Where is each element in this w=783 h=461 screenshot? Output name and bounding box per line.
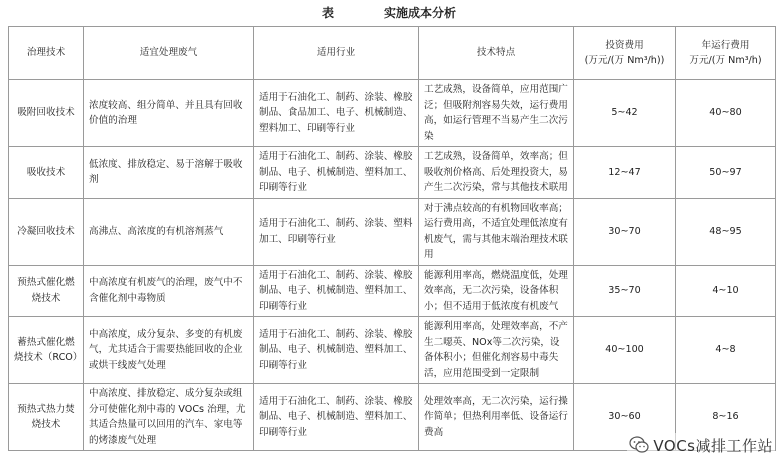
- cell-investment: 30~60: [574, 384, 676, 451]
- cell-gas: 中高浓度，成分复杂、多变的有机废气，尤其适合于需要热能回收的企业或烘干线废气处理: [84, 317, 254, 384]
- cell-investment: 5~42: [574, 80, 676, 147]
- header-industry: 适用行业: [254, 27, 419, 80]
- table-row: [9, 147, 776, 199]
- table-title-prefix: 表: [322, 6, 335, 20]
- cell-investment: 30~70: [574, 198, 676, 265]
- watermark-text: VOCs减排工作站: [653, 436, 773, 455]
- cell-annual-cost: 4~8: [676, 317, 776, 384]
- cell-tech: 吸收技术: [9, 147, 84, 199]
- header-annual-cost: 年运行费用 万元/(万 Nm³/h): [676, 27, 776, 80]
- cell-investment: 40~100: [574, 317, 676, 384]
- cell-investment: 35~70: [574, 265, 676, 317]
- wechat-icon: [629, 435, 649, 455]
- cell-industry: 适用于石油化工、制药、涂装、橡胶制品、电子、机械制造、塑料加工、印刷等行业: [254, 317, 419, 384]
- cell-tech: 预热式热力焚烧技术: [9, 384, 84, 451]
- cell-features: 对于沸点较高的有机物回收率高；运行费用高，不适宜处理低浓度有机废气，需与其他末端治理技术联用: [419, 198, 574, 265]
- cost-analysis-table: [8, 26, 776, 451]
- cell-industry: 适用于石油化工、制药、涂装、橡胶制品、食品加工、电子、机械制造、塑料加工、印刷等行业: [254, 80, 419, 147]
- watermark: [627, 433, 775, 457]
- cell-industry: 适用于石油化工、制药、涂装、塑料加工、印刷等行业: [254, 198, 419, 265]
- cell-industry: 适用于石油化工、制药、涂装、橡胶制品、电子、机械制造、塑料加工、印刷等行业: [254, 384, 419, 451]
- cell-annual-cost: 40~80: [676, 80, 776, 147]
- cell-gas: 低浓度、排放稳定、易于溶解于吸收剂: [84, 147, 254, 199]
- table-title: [0, 4, 783, 22]
- cell-features: 处理效率高，无二次污染，运行操作简单；但热利用率低、设备运行费高: [419, 384, 574, 451]
- table-header-row: [9, 27, 776, 80]
- cell-tech: 蓄热式催化燃烧技术（RCO）: [9, 317, 84, 384]
- cell-industry: 适用于石油化工、制药、涂装、橡胶制品、电子、机械制造、塑料加工、印刷等行业: [254, 147, 419, 199]
- cell-gas: 浓度较高、组分简单、并且具有回收价值的治理: [84, 80, 254, 147]
- cell-features: 工艺成熟，设备简单，应用范围广泛；但吸附剂容易失效，运行费用高，如运行管理不当易产生二次污染: [419, 80, 574, 147]
- cell-gas: 中高浓度、排放稳定、成分复杂或组分可使催化剂中毒的 VOCs 治理，尤其适合热量可以回用的汽车、家电等的烤漆废气处理: [84, 384, 254, 451]
- table-title-main: 实施成本分析: [384, 6, 457, 20]
- table-row: [9, 198, 776, 265]
- cell-features: 能源利用率高，燃烧温度低，处理效率高，无二次污染，设备体积小；但不适用于低浓度有机废气: [419, 265, 574, 317]
- cell-annual-cost: 4~10: [676, 265, 776, 317]
- table-row: [9, 80, 776, 147]
- cell-annual-cost: 48~95: [676, 198, 776, 265]
- cell-tech: 预热式催化燃烧技术: [9, 265, 84, 317]
- cell-features: 工艺成熟，设备简单，效率高；但吸收剂价格高、后处理投资大，易产生二次污染，常与其他技术联用: [419, 147, 574, 199]
- cell-features: 能源利用率高，处理效率高，不产生二噁英、NOx等二次污染，设备体积小；但催化剂容易中毒失活，应用范围受到一定限制: [419, 317, 574, 384]
- cell-tech: 吸附回收技术: [9, 80, 84, 147]
- cell-annual-cost: 8~16: [676, 384, 776, 451]
- header-tech: 治理技术: [9, 27, 84, 80]
- cell-annual-cost: 50~97: [676, 147, 776, 199]
- cell-gas: 高沸点、高浓度的有机溶剂蒸气: [84, 198, 254, 265]
- header-features: 技术特点: [419, 27, 574, 80]
- header-investment: 投资费用 (万元/(万 Nm³/h)): [574, 27, 676, 80]
- table-row: [9, 265, 776, 317]
- header-gas: 适宜处理废气: [84, 27, 254, 80]
- table-row: [9, 317, 776, 384]
- cell-industry: 适用于石油化工、制药、涂装、橡胶制品、电子、机械制造、塑料加工、印刷等行业: [254, 265, 419, 317]
- cell-tech: 冷凝回收技术: [9, 198, 84, 265]
- cell-gas: 中高浓度有机废气的治理，废气中不含催化剂中毒物质: [84, 265, 254, 317]
- cell-investment: 12~47: [574, 147, 676, 199]
